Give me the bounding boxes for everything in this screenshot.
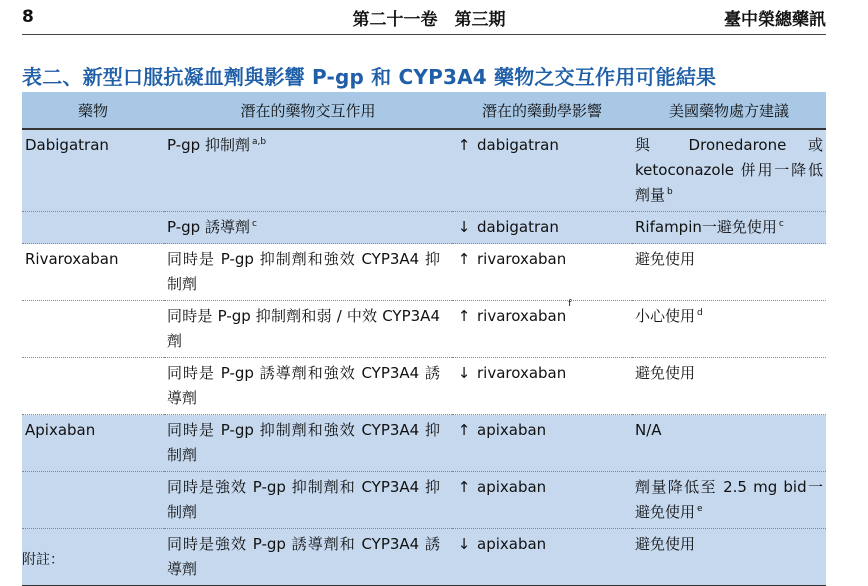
column-header-recommendation: 美國藥物處方建議 — [632, 92, 826, 129]
interaction-text: 同時是 P-gp 誘導劑和強效 CYP3A4 誘導劑 — [167, 364, 440, 407]
pk-text: dabigatran — [477, 136, 559, 154]
table-row — [22, 129, 826, 212]
increase-arrow-icon: ↑ — [457, 421, 471, 439]
drug-cell — [22, 301, 164, 358]
page-number: 8 — [22, 7, 34, 27]
issue-label: 第二十一卷 第三期 — [352, 9, 506, 30]
pk-cell — [452, 415, 632, 472]
pk-cell — [452, 129, 632, 212]
interaction-cell — [164, 301, 452, 358]
recommendation-cell — [632, 301, 826, 358]
drug-cell — [22, 358, 164, 415]
recommendation-cell — [632, 129, 826, 212]
recommendation-cell — [632, 358, 826, 415]
footnote-ref: a,b — [251, 137, 267, 147]
interaction-text: 同時是 P-gp 抑制劑和強效 CYP3A4 抑制劑 — [167, 421, 440, 464]
decrease-arrow-icon: ↓ — [457, 218, 471, 236]
recommendation-text: 小心使用 — [635, 307, 696, 325]
interaction-text: 同時是強效 P-gp 抑制劑和 CYP3A4 抑制劑 — [167, 478, 440, 521]
interaction-cell — [164, 358, 452, 415]
recommendation-cell — [632, 212, 826, 244]
pk-cell — [452, 244, 632, 301]
table-row — [22, 301, 826, 358]
column-header-pk-effect: 潛在的藥動學影響 — [452, 92, 632, 129]
interaction-text: 同時是 P-gp 抑制劑和弱 / 中效 CYP3A4 劑 — [167, 307, 440, 350]
pk-cell — [452, 212, 632, 244]
recommendation-text: 避免使用 — [635, 535, 696, 553]
footnote-label: 附註： — [22, 552, 64, 568]
interaction-table — [22, 92, 826, 586]
recommendation-cell — [632, 472, 826, 529]
pk-cell — [452, 358, 632, 415]
recommendation-text: N/A — [635, 421, 662, 439]
footnote-ref: b — [667, 187, 673, 197]
recommendation-text: Rifampin一避免使用 — [635, 218, 777, 236]
recommendation-text: 避免使用 — [635, 364, 696, 382]
interaction-cell — [164, 212, 452, 244]
pk-text: rivaroxaban — [477, 364, 567, 382]
interaction-text: P-gp 抑制劑 — [167, 136, 250, 154]
table-row — [22, 244, 826, 301]
pk-text: dabigatran — [477, 218, 559, 236]
increase-arrow-icon: ↑ — [457, 250, 471, 268]
pk-cell: ↑ rivaroxaban f — [452, 301, 632, 358]
table-row — [22, 415, 826, 472]
recommendation-text: 劑量降低至 2.5 mg bid一避免使用 — [635, 478, 823, 521]
page-header — [22, 0, 826, 35]
pk-cell — [452, 472, 632, 529]
drug-cell — [22, 212, 164, 244]
decrease-arrow-icon: ↓ — [457, 364, 471, 382]
footnote-ref: d — [697, 308, 703, 318]
interaction-text: 同時是 P-gp 抑制劑和強效 CYP3A4 抑制劑 — [167, 250, 440, 293]
column-header-interaction: 潛在的藥物交互作用 — [164, 92, 452, 129]
column-header-drug: 藥物 — [22, 92, 164, 129]
increase-arrow-icon: ↑ — [457, 136, 471, 154]
recommendation-cell — [632, 529, 826, 586]
recommendation-text: 與 Dronedarone 或 ketoconazole 併用一降低劑量 — [635, 136, 823, 204]
pk-text: apixaban — [477, 478, 547, 496]
pk-text: rivaroxaban — [477, 307, 567, 325]
drug-cell: Rivaroxaban — [22, 244, 164, 301]
pk-text: apixaban — [477, 535, 547, 553]
interaction-text: 同時是強效 P-gp 誘導劑和 CYP3A4 誘導劑 — [167, 535, 440, 578]
table-row — [22, 529, 826, 586]
table-row — [22, 358, 826, 415]
recommendation-text: 避免使用 — [635, 250, 696, 268]
pk-cell — [452, 529, 632, 586]
drug-cell: Apixaban — [22, 415, 164, 472]
recommendation-cell — [632, 244, 826, 301]
table-header-row — [22, 92, 826, 129]
interaction-cell — [164, 129, 452, 212]
drug-cell: Dabigatran — [22, 129, 164, 212]
drug-cell — [22, 472, 164, 529]
pk-text: rivaroxaban — [477, 250, 567, 268]
table-title: 表二、新型口服抗凝血劑與影響 P-gp 和 CYP3A4 藥物之交互作用可能結果 — [22, 65, 717, 89]
interaction-text: P-gp 誘導劑 — [167, 218, 250, 236]
interaction-cell — [164, 415, 452, 472]
increase-arrow-icon: ↑ — [457, 478, 471, 496]
interaction-cell — [164, 529, 452, 586]
journal-name: 臺中榮總藥訊 — [724, 9, 826, 30]
footnote-ref: c — [251, 219, 257, 229]
pk-text: apixaban — [477, 421, 547, 439]
decrease-arrow-icon: ↓ — [457, 535, 471, 553]
footnote-ref: c — [778, 219, 784, 229]
interaction-cell — [164, 472, 452, 529]
table-row — [22, 212, 826, 244]
recommendation-cell — [632, 415, 826, 472]
increase-arrow-icon: ↑ — [457, 307, 471, 325]
table-row — [22, 472, 826, 529]
interaction-cell — [164, 244, 452, 301]
footnote-ref: e — [697, 504, 703, 514]
